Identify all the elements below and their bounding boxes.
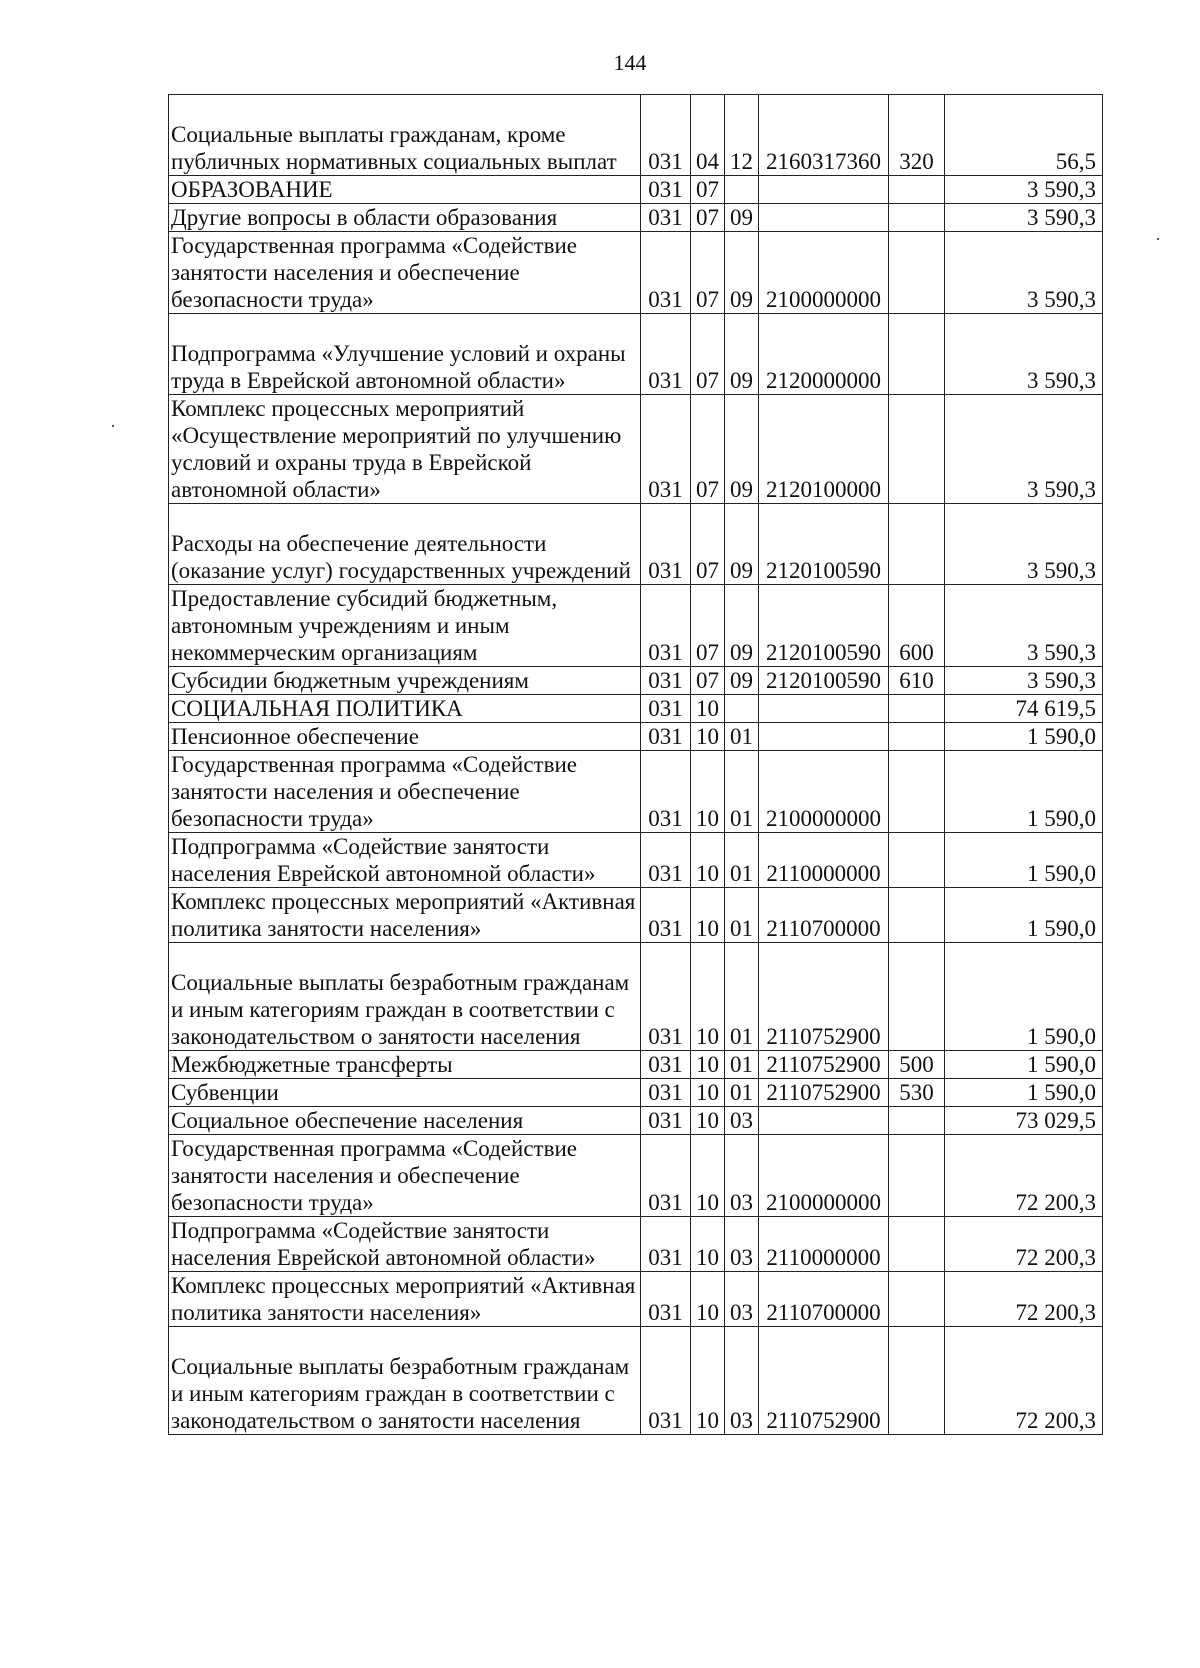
- table-row: [169, 695, 1103, 723]
- cell-pr: 03: [725, 1327, 759, 1435]
- table-row: [169, 723, 1103, 751]
- cell-sum: 1 590,0: [945, 833, 1103, 888]
- cell-rz: 07: [691, 204, 725, 232]
- table-row: [169, 1051, 1103, 1079]
- cell-cs: 2100000000: [759, 232, 889, 314]
- cell-pr: 01: [725, 1079, 759, 1107]
- cell-gr: 031: [641, 695, 691, 723]
- cell-pr: [725, 695, 759, 723]
- cell-cs: [759, 723, 889, 751]
- cell-sum: 3 590,3: [945, 395, 1103, 504]
- cell-gr: 031: [641, 1051, 691, 1079]
- cell-cs: 2100000000: [759, 751, 889, 833]
- row-name: ОБРАЗОВАНИЕ: [169, 176, 641, 204]
- cell-pr: 09: [725, 314, 759, 395]
- cell-vr: [889, 314, 945, 395]
- table-row: [169, 95, 1103, 176]
- cell-rz: 04: [691, 95, 725, 176]
- cell-vr: [889, 723, 945, 751]
- cell-vr: [889, 1217, 945, 1272]
- cell-pr: 03: [725, 1217, 759, 1272]
- table-row: [169, 667, 1103, 695]
- cell-sum: 1 590,0: [945, 723, 1103, 751]
- cell-pr: 09: [725, 504, 759, 585]
- cell-gr: 031: [641, 585, 691, 667]
- cell-gr: 031: [641, 888, 691, 943]
- row-name: Подпрограмма «Улучшение условий и охраны труда в Еврейской автономной области»: [169, 314, 641, 395]
- cell-pr: 12: [725, 95, 759, 176]
- cell-pr: 01: [725, 751, 759, 833]
- cell-rz: 07: [691, 585, 725, 667]
- cell-cs: 2120100590: [759, 585, 889, 667]
- cell-rz: 07: [691, 395, 725, 504]
- row-name: Субвенции: [169, 1079, 641, 1107]
- cell-gr: 031: [641, 833, 691, 888]
- cell-rz: 10: [691, 1327, 725, 1435]
- table-row: [169, 833, 1103, 888]
- cell-rz: 10: [691, 1079, 725, 1107]
- cell-sum: 56,5: [945, 95, 1103, 176]
- cell-rz: 07: [691, 232, 725, 314]
- table-row: [169, 1079, 1103, 1107]
- cell-cs: 2110752900: [759, 1051, 889, 1079]
- cell-cs: 2110000000: [759, 833, 889, 888]
- table-row: [169, 1272, 1103, 1327]
- cell-pr: 09: [725, 395, 759, 504]
- cell-pr: 09: [725, 232, 759, 314]
- cell-gr: 031: [641, 1217, 691, 1272]
- cell-sum: 74 619,5: [945, 695, 1103, 723]
- cell-gr: 031: [641, 176, 691, 204]
- cell-vr: 530: [889, 1079, 945, 1107]
- cell-rz: 10: [691, 723, 725, 751]
- cell-cs: [759, 204, 889, 232]
- cell-sum: 3 590,3: [945, 176, 1103, 204]
- row-name: Государственная программа «Содействие занятости населения и обеспечение безопасности труда»: [169, 751, 641, 833]
- cell-rz: 10: [691, 695, 725, 723]
- cell-sum: 1 590,0: [945, 751, 1103, 833]
- cell-sum: 3 590,3: [945, 232, 1103, 314]
- cell-vr: 610: [889, 667, 945, 695]
- table-row: [169, 176, 1103, 204]
- table-row: [169, 943, 1103, 1051]
- cell-rz: 10: [691, 1135, 725, 1217]
- cell-gr: 031: [641, 667, 691, 695]
- cell-cs: 2110000000: [759, 1217, 889, 1272]
- cell-gr: 031: [641, 232, 691, 314]
- cell-sum: 1 590,0: [945, 943, 1103, 1051]
- cell-gr: 031: [641, 504, 691, 585]
- cell-pr: 09: [725, 204, 759, 232]
- cell-gr: 031: [641, 1135, 691, 1217]
- cell-cs: [759, 695, 889, 723]
- cell-sum: 3 590,3: [945, 314, 1103, 395]
- cell-vr: [889, 695, 945, 723]
- cell-pr: 01: [725, 943, 759, 1051]
- cell-vr: 600: [889, 585, 945, 667]
- cell-pr: 03: [725, 1107, 759, 1135]
- row-name: Подпрограмма «Содействие занятости населения Еврейской автономной области»: [169, 1217, 641, 1272]
- cell-vr: [889, 888, 945, 943]
- cell-pr: 01: [725, 888, 759, 943]
- table-row: [169, 888, 1103, 943]
- cell-cs: 2110752900: [759, 943, 889, 1051]
- row-name: Государственная программа «Содействие занятости населения и обеспечение безопасности труда»: [169, 232, 641, 314]
- cell-sum: 3 590,3: [945, 667, 1103, 695]
- cell-sum: 3 590,3: [945, 585, 1103, 667]
- cell-gr: 031: [641, 1272, 691, 1327]
- cell-gr: 031: [641, 204, 691, 232]
- row-name: Подпрограмма «Содействие занятости населения Еврейской автономной области»: [169, 833, 641, 888]
- cell-cs: 2120000000: [759, 314, 889, 395]
- scan-speck: [112, 425, 114, 427]
- cell-vr: [889, 833, 945, 888]
- cell-sum: 1 590,0: [945, 1079, 1103, 1107]
- cell-vr: [889, 943, 945, 1051]
- cell-rz: 07: [691, 176, 725, 204]
- cell-pr: 01: [725, 1051, 759, 1079]
- cell-cs: [759, 1107, 889, 1135]
- cell-rz: 07: [691, 667, 725, 695]
- cell-vr: [889, 204, 945, 232]
- cell-vr: [889, 176, 945, 204]
- table-row: [169, 585, 1103, 667]
- cell-rz: 10: [691, 888, 725, 943]
- row-name: Комплекс процессных мероприятий «Осуществление мероприятий по улучшению условий и охраны труда в Еврейской автономной области»: [169, 395, 641, 504]
- cell-pr: 01: [725, 723, 759, 751]
- cell-cs: 2110700000: [759, 1272, 889, 1327]
- cell-vr: [889, 1272, 945, 1327]
- budget-table: [168, 94, 1103, 1435]
- cell-cs: 2110752900: [759, 1079, 889, 1107]
- cell-gr: 031: [641, 723, 691, 751]
- table-row: [169, 504, 1103, 585]
- cell-rz: 10: [691, 833, 725, 888]
- cell-sum: 72 200,3: [945, 1327, 1103, 1435]
- table-row: [169, 232, 1103, 314]
- row-name: СОЦИАЛЬНАЯ ПОЛИТИКА: [169, 695, 641, 723]
- cell-rz: 07: [691, 314, 725, 395]
- row-name: Предоставление субсидий бюджетным, автономным учреждениям и иным некоммерческим организациям: [169, 585, 641, 667]
- table-row: [169, 204, 1103, 232]
- cell-rz: 10: [691, 1051, 725, 1079]
- cell-gr: 031: [641, 751, 691, 833]
- cell-cs: 2110752900: [759, 1327, 889, 1435]
- row-name: Расходы на обеспечение деятельности (оказание услуг) государственных учреждений: [169, 504, 641, 585]
- cell-pr: [725, 176, 759, 204]
- cell-cs: 2120100000: [759, 395, 889, 504]
- table-row: [169, 751, 1103, 833]
- cell-rz: 10: [691, 1217, 725, 1272]
- cell-sum: 1 590,0: [945, 888, 1103, 943]
- row-name: Социальное обеспечение населения: [169, 1107, 641, 1135]
- cell-vr: [889, 232, 945, 314]
- cell-sum: 1 590,0: [945, 1051, 1103, 1079]
- cell-vr: [889, 504, 945, 585]
- scan-speck: [1157, 238, 1159, 240]
- row-name: Пенсионное обеспечение: [169, 723, 641, 751]
- cell-rz: 10: [691, 751, 725, 833]
- row-name: Социальные выплаты безработным гражданам и иным категориям граждан в соответствии с законодательством о занятости населения: [169, 1327, 641, 1435]
- cell-vr: 500: [889, 1051, 945, 1079]
- table-row: [169, 314, 1103, 395]
- row-name: Другие вопросы в области образования: [169, 204, 641, 232]
- row-name: Государственная программа «Содействие занятости населения и обеспечение безопасности труда»: [169, 1135, 641, 1217]
- cell-sum: 72 200,3: [945, 1217, 1103, 1272]
- cell-sum: 72 200,3: [945, 1135, 1103, 1217]
- budget-table-body: [169, 95, 1103, 1435]
- cell-vr: 320: [889, 95, 945, 176]
- row-name: Социальные выплаты гражданам, кроме публичных нормативных социальных выплат: [169, 95, 641, 176]
- cell-cs: 2110700000: [759, 888, 889, 943]
- cell-gr: 031: [641, 314, 691, 395]
- cell-vr: [889, 395, 945, 504]
- cell-rz: 10: [691, 943, 725, 1051]
- cell-vr: [889, 751, 945, 833]
- cell-cs: 2120100590: [759, 504, 889, 585]
- cell-rz: 10: [691, 1272, 725, 1327]
- row-name: Комплекс процессных мероприятий «Активная политика занятости населения»: [169, 888, 641, 943]
- cell-sum: 72 200,3: [945, 1272, 1103, 1327]
- row-name: Субсидии бюджетным учреждениям: [169, 667, 641, 695]
- cell-sum: 3 590,3: [945, 504, 1103, 585]
- table-row: [169, 1217, 1103, 1272]
- cell-pr: 09: [725, 667, 759, 695]
- cell-vr: [889, 1107, 945, 1135]
- cell-cs: 2120100590: [759, 667, 889, 695]
- cell-rz: 10: [691, 1107, 725, 1135]
- cell-cs: [759, 176, 889, 204]
- table-row: [169, 395, 1103, 504]
- table-row: [169, 1327, 1103, 1435]
- row-name: Комплекс процессных мероприятий «Активная политика занятости населения»: [169, 1272, 641, 1327]
- cell-vr: [889, 1327, 945, 1435]
- cell-gr: 031: [641, 1327, 691, 1435]
- cell-gr: 031: [641, 943, 691, 1051]
- cell-sum: 73 029,5: [945, 1107, 1103, 1135]
- cell-pr: 09: [725, 585, 759, 667]
- cell-gr: 031: [641, 1079, 691, 1107]
- cell-pr: 03: [725, 1272, 759, 1327]
- cell-gr: 031: [641, 1107, 691, 1135]
- row-name: Межбюджетные трансферты: [169, 1051, 641, 1079]
- row-name: Социальные выплаты безработным гражданам и иным категориям граждан в соответствии с законодательством о занятости населения: [169, 943, 641, 1051]
- table-row: [169, 1135, 1103, 1217]
- cell-pr: 03: [725, 1135, 759, 1217]
- cell-rz: 07: [691, 504, 725, 585]
- cell-sum: 3 590,3: [945, 204, 1103, 232]
- cell-pr: 01: [725, 833, 759, 888]
- cell-cs: 2100000000: [759, 1135, 889, 1217]
- cell-gr: 031: [641, 95, 691, 176]
- table-row: [169, 1107, 1103, 1135]
- cell-vr: [889, 1135, 945, 1217]
- page-number: 144: [613, 50, 647, 75]
- cell-cs: 2160317360: [759, 95, 889, 176]
- cell-gr: 031: [641, 395, 691, 504]
